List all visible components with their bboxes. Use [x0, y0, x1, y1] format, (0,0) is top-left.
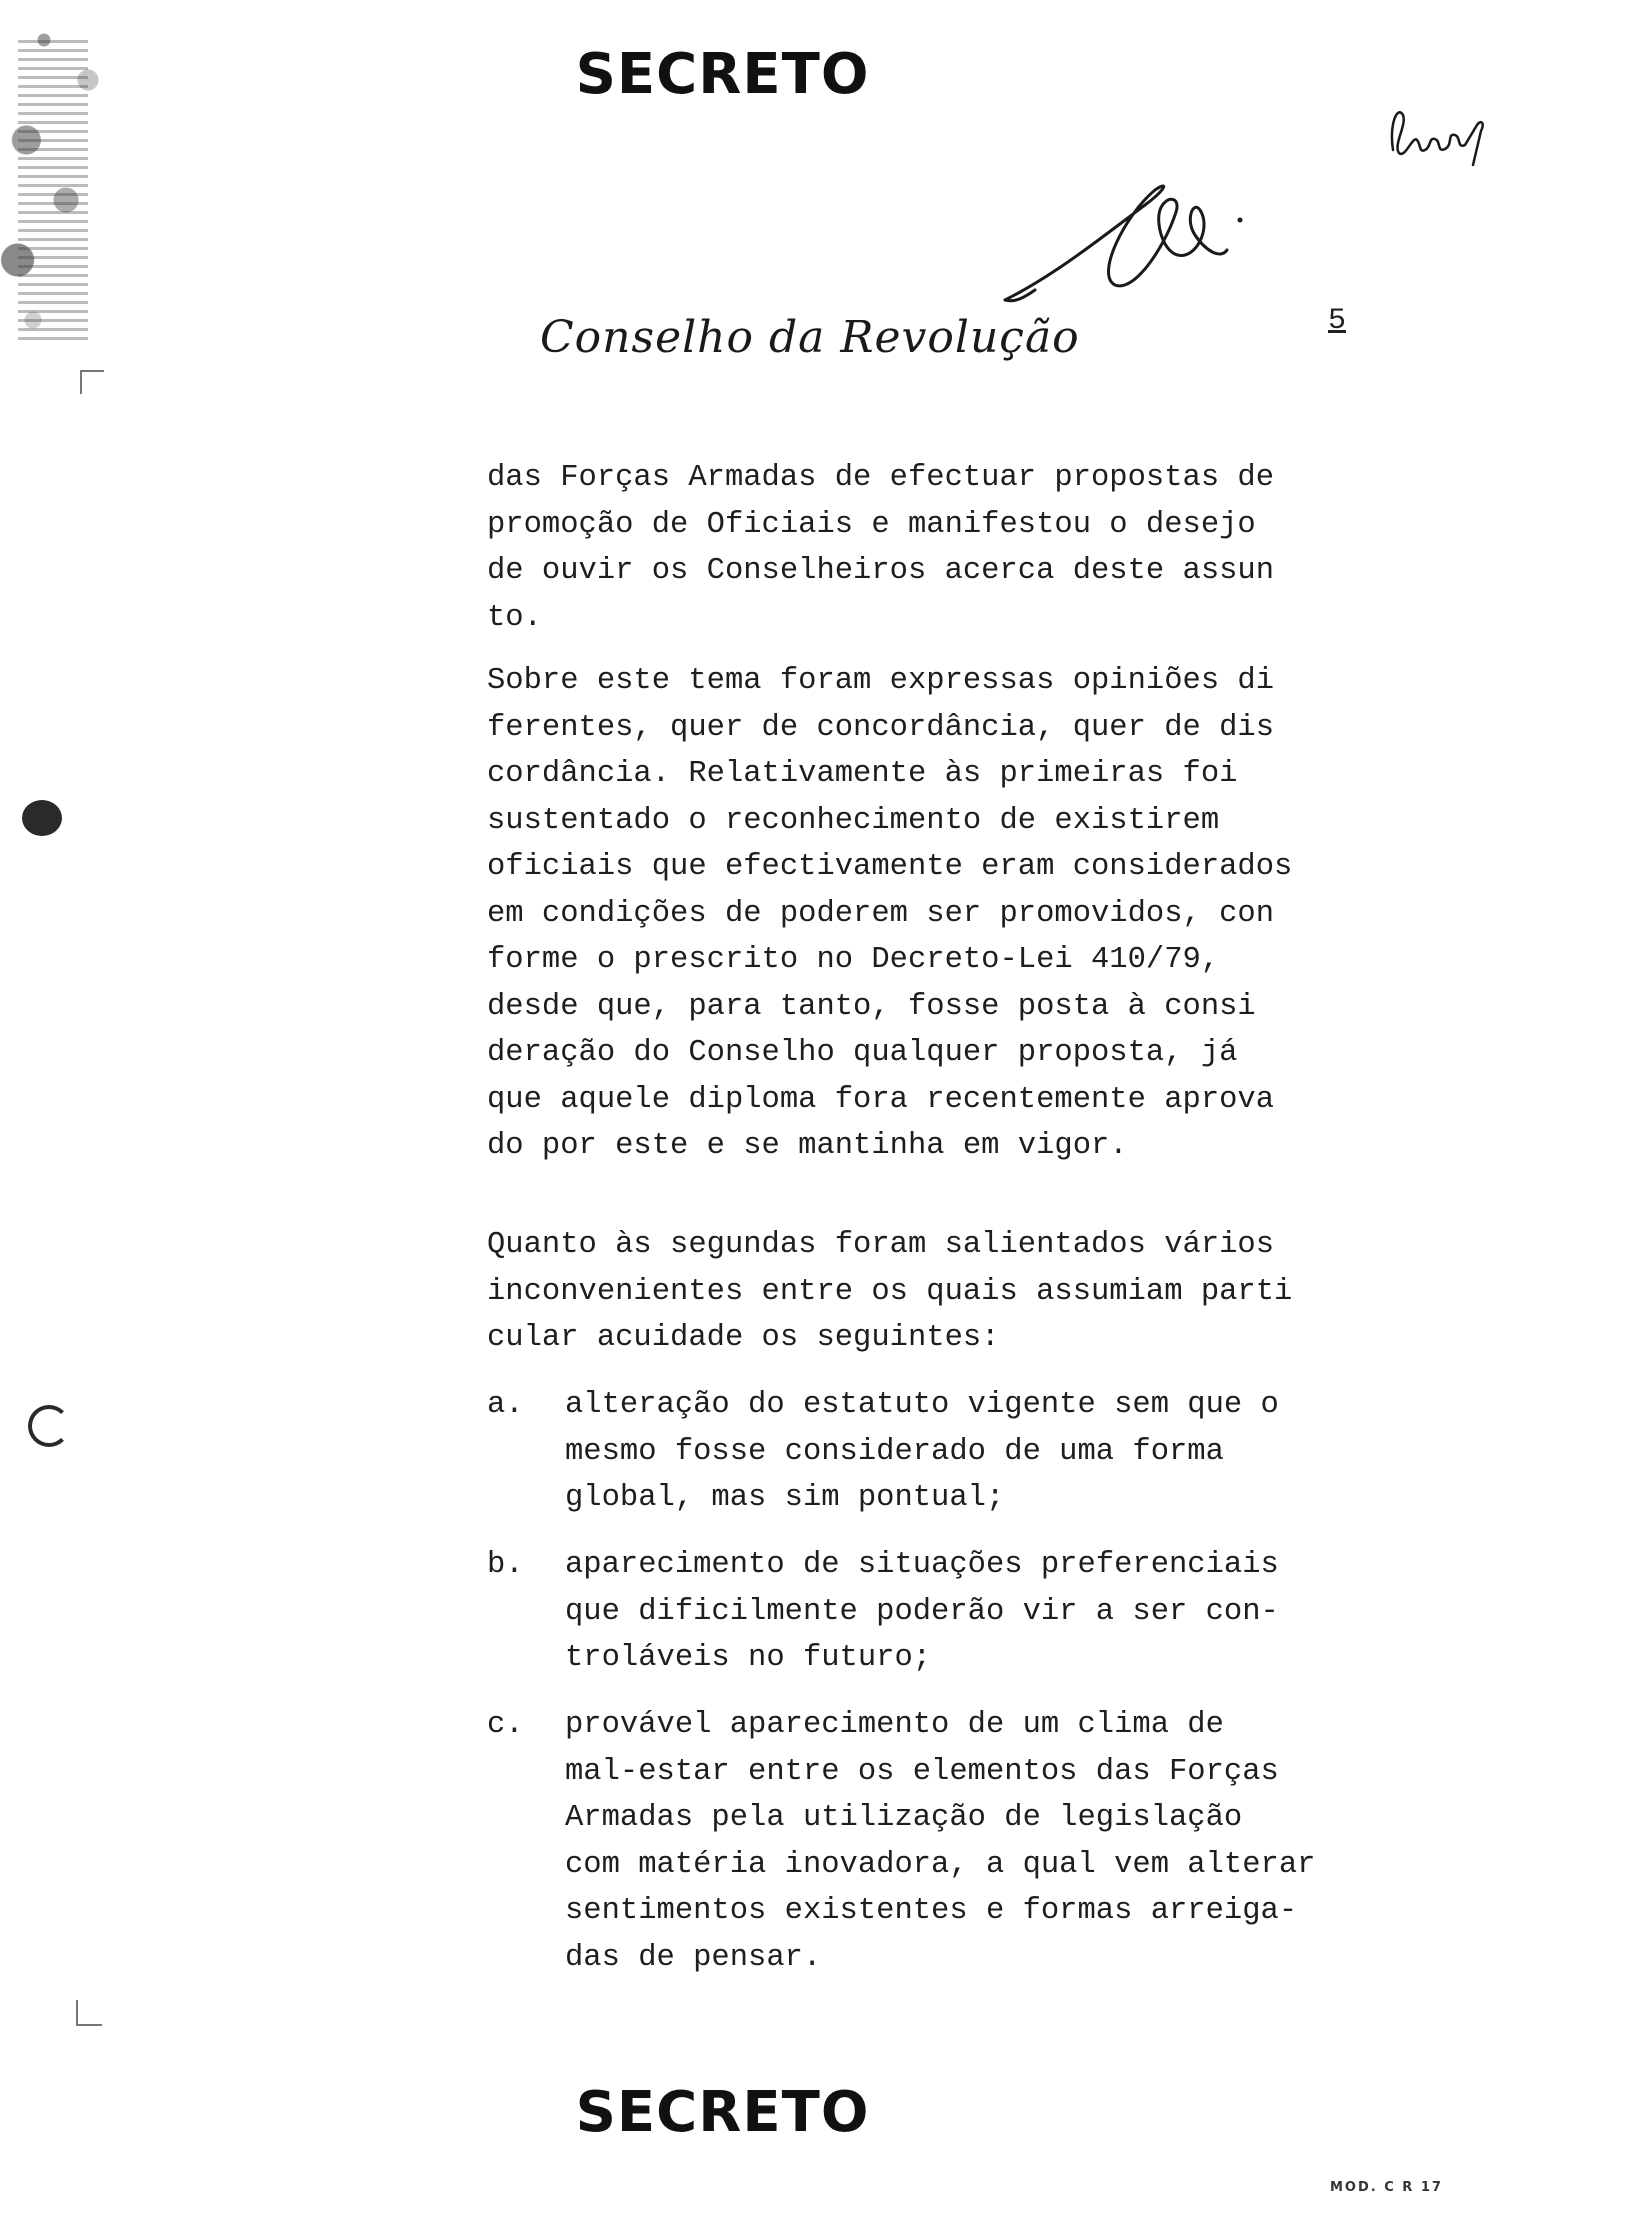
- text-line: provável aparecimento de um clima de: [565, 1708, 1224, 1742]
- text-line: mesmo fosse considerado de uma forma: [565, 1434, 1224, 1469]
- paragraph-1: [487, 455, 1367, 641]
- list-marker: b.: [487, 1548, 524, 1582]
- text-line: to.: [487, 600, 542, 635]
- letterhead: Conselho da Revolução: [540, 312, 1080, 363]
- text-line: mal-estar entre os elementos das Forças: [565, 1754, 1279, 1789]
- classification-stamp-bottom: SECRETO: [575, 2080, 870, 2145]
- text-line: Sobre este tema foram expressas opiniões di: [487, 664, 1275, 698]
- paragraph-2: [487, 658, 1367, 1170]
- punch-hole-icon: [22, 800, 62, 836]
- text-line: oficiais que efectivamente eram considerados: [487, 850, 1293, 884]
- text-line: das Forças Armadas de efectuar propostas de: [487, 461, 1275, 495]
- corner-mark: [80, 370, 104, 394]
- text-line: cordância. Relativamente às primeiras foi: [487, 757, 1238, 791]
- handwritten-signature: [995, 165, 1245, 315]
- corner-mark: [76, 2000, 102, 2026]
- handwritten-initials: [1385, 95, 1505, 175]
- text-line: cular acuidade os seguintes:: [487, 1321, 1000, 1355]
- text-line: do por este e se mantinha em vigor.: [487, 1129, 1128, 1163]
- text-line: de ouvir os Conselheiros acerca deste assun: [487, 554, 1275, 588]
- punch-hole-icon: [28, 1405, 70, 1447]
- form-code: MOD. C R 17: [1330, 2180, 1443, 2195]
- text-line: em condições de poderem ser promovidos, con: [487, 896, 1275, 931]
- text-line: promoção de Oficiais e manifestou o desejo: [487, 507, 1256, 542]
- text-line: inconvenientes entre os quais assumiam parti: [487, 1274, 1293, 1309]
- text-line: forme o prescrito no Decreto-Lei 410/79,: [487, 943, 1220, 977]
- list-marker: c.: [487, 1708, 524, 1742]
- paragraph-3: [487, 1222, 1367, 1362]
- text-line: Quanto às segundas foram salientados vários: [487, 1228, 1275, 1262]
- text-line: deração do Conselho qualquer proposta, já: [487, 1036, 1238, 1070]
- text-line: global, mas sim pontual;: [565, 1481, 1005, 1515]
- text-line: alteração do estatuto vigente sem que o: [565, 1388, 1279, 1422]
- text-line: sustentado o reconhecimento de existirem: [487, 803, 1220, 838]
- text-line: ferentes, quer de concordância, quer de dis: [487, 710, 1275, 745]
- text-line: desde que, para tanto, fosse posta à consi: [487, 989, 1256, 1024]
- text-line: que aquele diploma fora recentemente aprova: [487, 1082, 1275, 1117]
- text-line: que dificilmente poderão vir a ser con-: [565, 1594, 1279, 1629]
- classification-stamp-top: SECRETO: [575, 42, 870, 107]
- text-line: aparecimento de situações preferenciais: [565, 1548, 1279, 1582]
- list-marker: a.: [487, 1388, 524, 1422]
- text-line: das de pensar.: [565, 1940, 822, 1975]
- text-line: troláveis no futuro;: [565, 1641, 932, 1675]
- page-number: 5: [1328, 304, 1347, 338]
- text-line: Armadas pela utilização de legislação: [565, 1801, 1243, 1835]
- text-line: sentimentos existentes e formas arreiga-: [565, 1894, 1298, 1928]
- text-line: com matéria inovadora, a qual vem alterar: [565, 1847, 1316, 1882]
